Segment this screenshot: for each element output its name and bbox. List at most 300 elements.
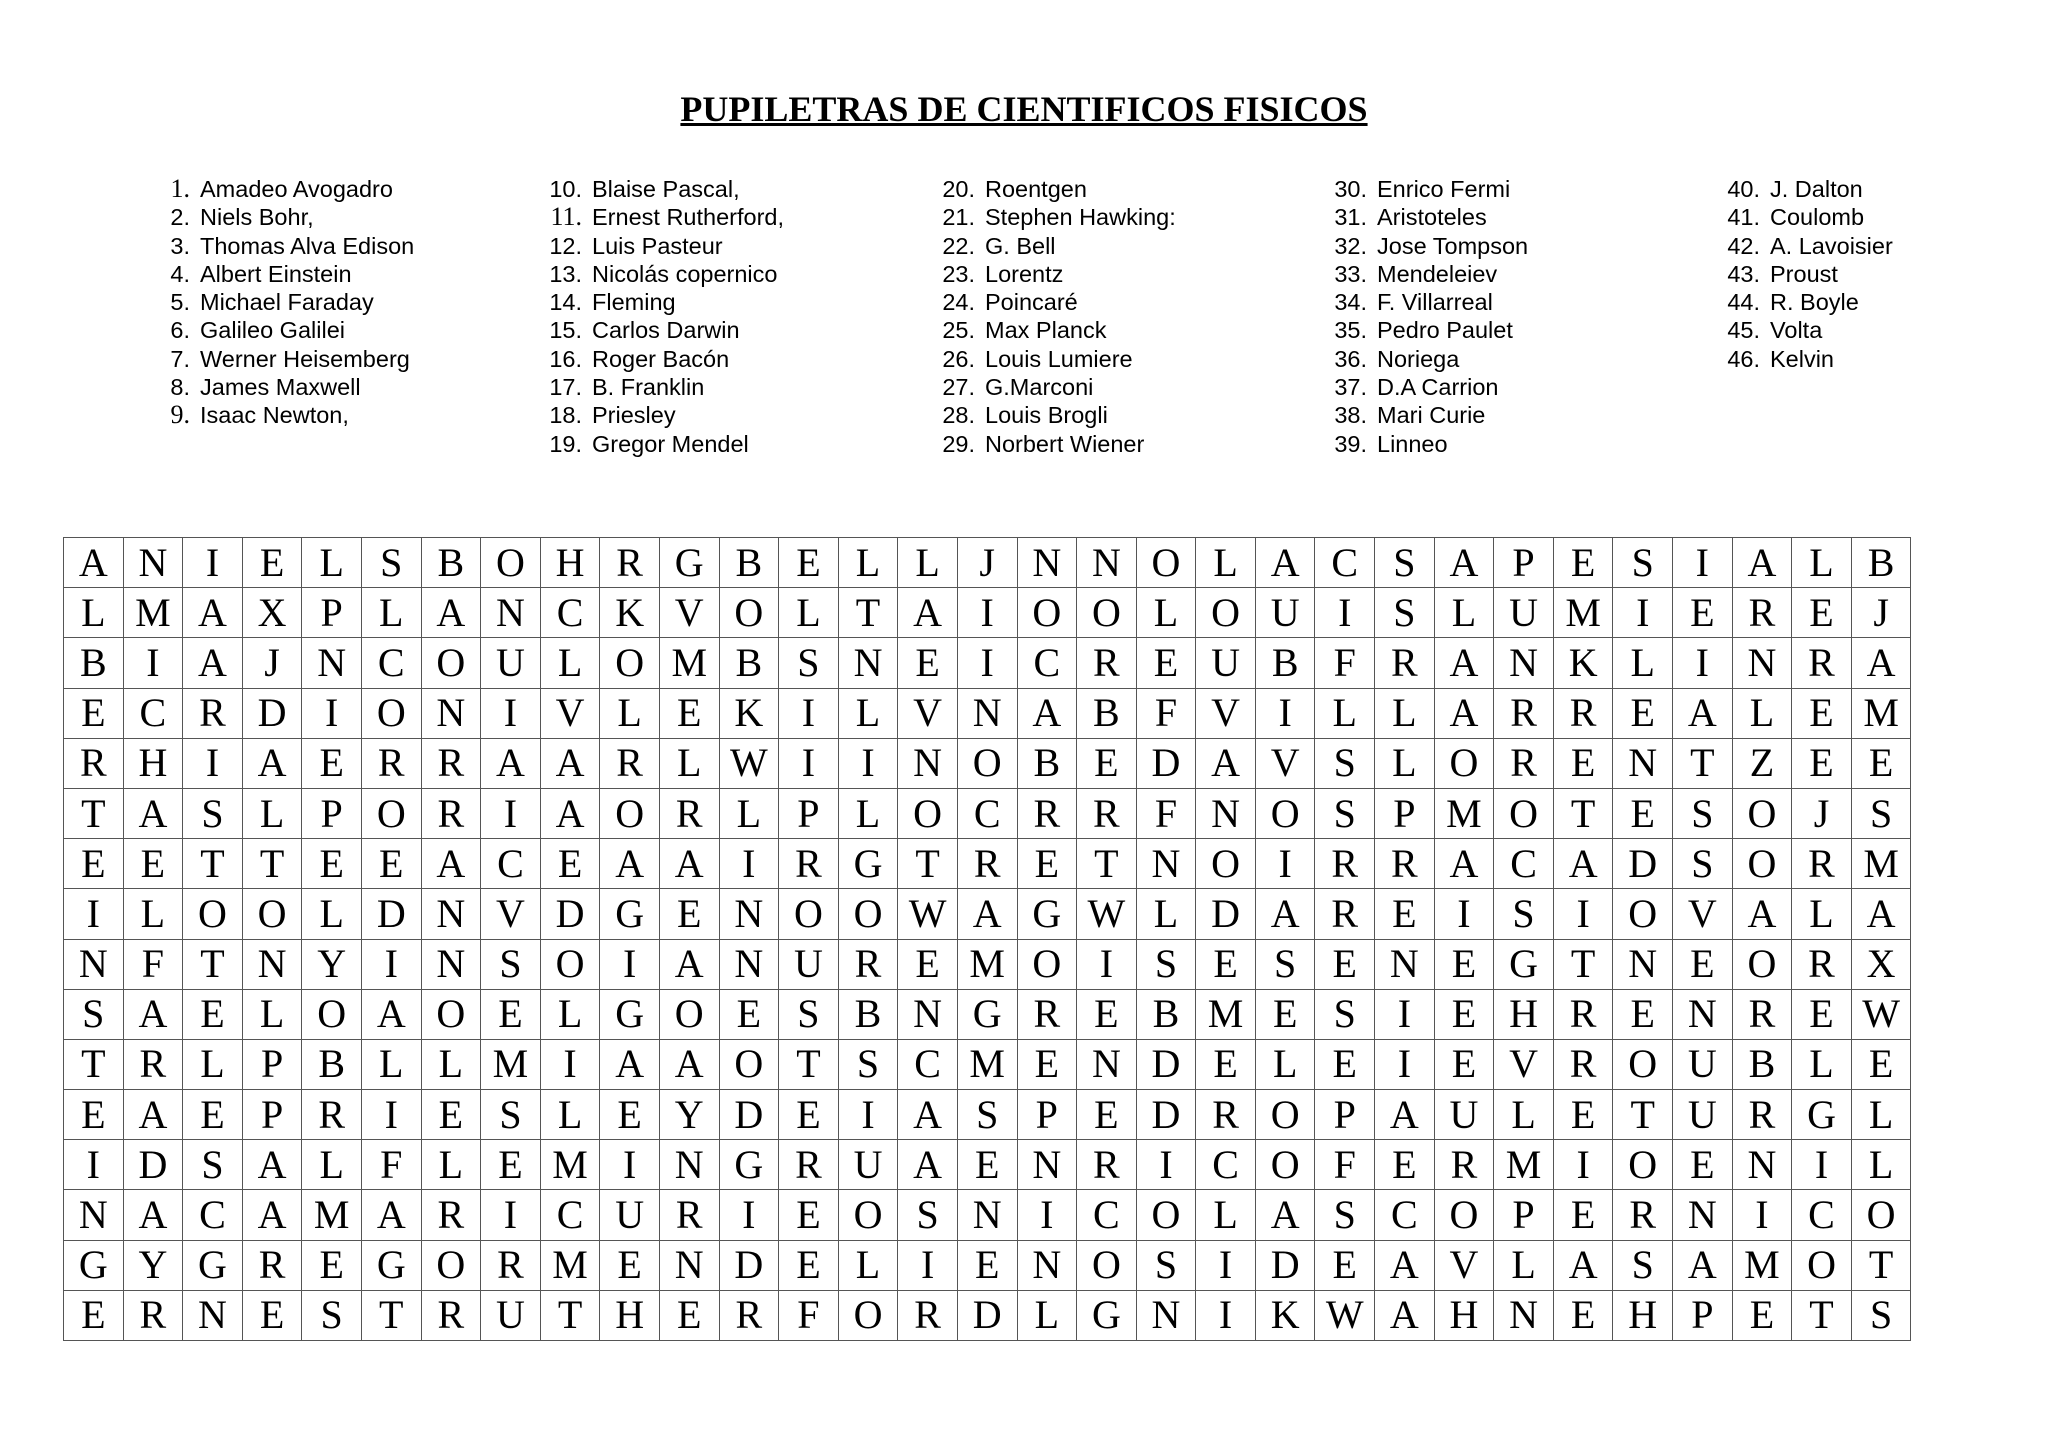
grid-cell[interactable]: L: [719, 788, 779, 838]
grid-cell[interactable]: R: [421, 738, 481, 788]
grid-cell[interactable]: O: [1077, 588, 1137, 638]
grid-cell[interactable]: N: [123, 538, 183, 588]
grid-cell[interactable]: E: [1851, 738, 1911, 788]
grid-cell[interactable]: A: [659, 1039, 719, 1089]
grid-cell[interactable]: L: [1851, 1140, 1911, 1190]
grid-cell[interactable]: R: [659, 788, 719, 838]
grid-cell[interactable]: E: [779, 1240, 839, 1290]
grid-cell[interactable]: A: [1196, 738, 1256, 788]
grid-cell[interactable]: E: [1315, 939, 1375, 989]
grid-cell[interactable]: E: [659, 688, 719, 738]
grid-cell[interactable]: E: [779, 538, 839, 588]
grid-cell[interactable]: C: [361, 638, 421, 688]
grid-cell[interactable]: U: [1434, 1090, 1494, 1140]
grid-cell[interactable]: L: [421, 1140, 481, 1190]
grid-cell[interactable]: N: [421, 939, 481, 989]
grid-cell[interactable]: G: [659, 538, 719, 588]
grid-cell[interactable]: K: [719, 688, 779, 738]
grid-cell[interactable]: M: [1434, 788, 1494, 838]
grid-cell[interactable]: Y: [659, 1090, 719, 1140]
grid-cell[interactable]: S: [1613, 1240, 1673, 1290]
grid-cell[interactable]: I: [957, 588, 1017, 638]
grid-cell[interactable]: S: [302, 1290, 362, 1340]
grid-cell[interactable]: P: [1315, 1090, 1375, 1140]
grid-cell[interactable]: E: [1077, 989, 1137, 1039]
grid-cell[interactable]: L: [838, 1240, 898, 1290]
grid-cell[interactable]: G: [1077, 1290, 1137, 1340]
grid-cell[interactable]: P: [1375, 788, 1435, 838]
grid-cell[interactable]: E: [64, 1090, 124, 1140]
grid-cell[interactable]: D: [1136, 1039, 1196, 1089]
grid-cell[interactable]: O: [481, 538, 541, 588]
grid-cell[interactable]: H: [540, 538, 600, 588]
grid-cell[interactable]: R: [123, 1290, 183, 1340]
grid-cell[interactable]: E: [1553, 738, 1613, 788]
grid-cell[interactable]: A: [1255, 1190, 1315, 1240]
grid-cell[interactable]: S: [481, 1090, 541, 1140]
grid-cell[interactable]: I: [1255, 839, 1315, 889]
grid-cell[interactable]: O: [1494, 788, 1554, 838]
grid-cell[interactable]: C: [957, 788, 1017, 838]
grid-cell[interactable]: O: [540, 939, 600, 989]
grid-cell[interactable]: D: [1136, 1090, 1196, 1140]
grid-cell[interactable]: O: [898, 788, 958, 838]
grid-cell[interactable]: R: [898, 1290, 958, 1340]
grid-cell[interactable]: O: [1196, 839, 1256, 889]
grid-cell[interactable]: O: [1434, 1190, 1494, 1240]
grid-cell[interactable]: L: [1494, 1090, 1554, 1140]
grid-cell[interactable]: O: [957, 738, 1017, 788]
grid-cell[interactable]: I: [1792, 1140, 1852, 1190]
grid-cell[interactable]: W: [1851, 989, 1911, 1039]
grid-cell[interactable]: L: [838, 688, 898, 738]
grid-cell[interactable]: L: [421, 1039, 481, 1089]
grid-cell[interactable]: L: [1017, 1290, 1077, 1340]
grid-cell[interactable]: O: [361, 688, 421, 738]
grid-cell[interactable]: D: [1255, 1240, 1315, 1290]
grid-cell[interactable]: A: [540, 738, 600, 788]
grid-cell[interactable]: A: [1673, 688, 1733, 738]
grid-cell[interactable]: R: [1494, 688, 1554, 738]
grid-cell[interactable]: R: [1375, 638, 1435, 688]
grid-cell[interactable]: P: [1494, 1190, 1554, 1240]
grid-cell[interactable]: A: [1017, 688, 1077, 738]
grid-cell[interactable]: C: [540, 1190, 600, 1240]
grid-cell[interactable]: M: [1196, 989, 1256, 1039]
grid-cell[interactable]: M: [123, 588, 183, 638]
grid-cell[interactable]: L: [659, 738, 719, 788]
grid-cell[interactable]: E: [1196, 939, 1256, 989]
grid-cell[interactable]: R: [838, 939, 898, 989]
grid-cell[interactable]: L: [242, 989, 302, 1039]
grid-cell[interactable]: I: [1077, 939, 1137, 989]
grid-cell[interactable]: A: [1255, 538, 1315, 588]
grid-cell[interactable]: L: [302, 1140, 362, 1190]
grid-cell[interactable]: E: [957, 1240, 1017, 1290]
grid-cell[interactable]: L: [242, 788, 302, 838]
grid-cell[interactable]: J: [1792, 788, 1852, 838]
grid-cell[interactable]: I: [898, 1240, 958, 1290]
grid-cell[interactable]: O: [1613, 1039, 1673, 1089]
grid-cell[interactable]: C: [1315, 538, 1375, 588]
grid-cell[interactable]: S: [1613, 538, 1673, 588]
grid-cell[interactable]: S: [1375, 538, 1435, 588]
grid-cell[interactable]: N: [421, 889, 481, 939]
grid-cell[interactable]: E: [1375, 1140, 1435, 1190]
grid-cell[interactable]: A: [64, 538, 124, 588]
grid-cell[interactable]: N: [64, 939, 124, 989]
grid-cell[interactable]: I: [481, 788, 541, 838]
grid-cell[interactable]: J: [957, 538, 1017, 588]
grid-cell[interactable]: I: [1196, 1290, 1256, 1340]
grid-cell[interactable]: O: [600, 788, 660, 838]
grid-cell[interactable]: U: [1673, 1039, 1733, 1089]
grid-cell[interactable]: E: [1553, 1190, 1613, 1240]
grid-cell[interactable]: O: [838, 1290, 898, 1340]
grid-cell[interactable]: O: [1732, 939, 1792, 989]
grid-cell[interactable]: L: [64, 588, 124, 638]
grid-cell[interactable]: E: [1553, 1090, 1613, 1140]
grid-cell[interactable]: E: [123, 839, 183, 889]
grid-cell[interactable]: N: [838, 638, 898, 688]
grid-cell[interactable]: O: [1017, 939, 1077, 989]
grid-cell[interactable]: B: [719, 538, 779, 588]
grid-cell[interactable]: I: [1315, 588, 1375, 638]
grid-cell[interactable]: G: [600, 889, 660, 939]
grid-cell[interactable]: Z: [1732, 738, 1792, 788]
grid-cell[interactable]: E: [1434, 989, 1494, 1039]
grid-cell[interactable]: A: [898, 588, 958, 638]
grid-cell[interactable]: H: [600, 1290, 660, 1340]
grid-cell[interactable]: N: [659, 1240, 719, 1290]
grid-cell[interactable]: A: [1851, 638, 1911, 688]
grid-cell[interactable]: Y: [302, 939, 362, 989]
grid-cell[interactable]: N: [1017, 538, 1077, 588]
grid-cell[interactable]: F: [1136, 788, 1196, 838]
grid-cell[interactable]: R: [1196, 1090, 1256, 1140]
grid-cell[interactable]: L: [183, 1039, 243, 1089]
grid-cell[interactable]: P: [302, 788, 362, 838]
grid-cell[interactable]: S: [64, 989, 124, 1039]
grid-cell[interactable]: N: [481, 588, 541, 638]
grid-cell[interactable]: R: [1553, 688, 1613, 738]
grid-cell[interactable]: I: [64, 1140, 124, 1190]
grid-cell[interactable]: V: [1255, 738, 1315, 788]
grid-cell[interactable]: E: [183, 1090, 243, 1140]
grid-cell[interactable]: E: [64, 1290, 124, 1340]
grid-cell[interactable]: O: [1136, 1190, 1196, 1240]
grid-cell[interactable]: I: [1613, 588, 1673, 638]
grid-cell[interactable]: I: [1732, 1190, 1792, 1240]
grid-cell[interactable]: L: [1315, 688, 1375, 738]
grid-cell[interactable]: O: [1792, 1240, 1852, 1290]
grid-cell[interactable]: R: [421, 788, 481, 838]
grid-cell[interactable]: R: [1375, 839, 1435, 889]
grid-cell[interactable]: A: [242, 738, 302, 788]
grid-cell[interactable]: O: [838, 1190, 898, 1240]
grid-cell[interactable]: A: [123, 1190, 183, 1240]
grid-cell[interactable]: L: [540, 1090, 600, 1140]
grid-cell[interactable]: U: [1494, 588, 1554, 638]
grid-cell[interactable]: N: [719, 889, 779, 939]
grid-cell[interactable]: U: [779, 939, 839, 989]
grid-cell[interactable]: I: [1375, 989, 1435, 1039]
grid-cell[interactable]: O: [1851, 1190, 1911, 1240]
grid-cell[interactable]: I: [1196, 1240, 1256, 1290]
grid-cell[interactable]: S: [1315, 989, 1375, 1039]
grid-cell[interactable]: A: [242, 1190, 302, 1240]
grid-cell[interactable]: X: [1851, 939, 1911, 989]
grid-cell[interactable]: I: [1017, 1190, 1077, 1240]
grid-cell[interactable]: N: [1613, 939, 1673, 989]
grid-cell[interactable]: R: [1077, 788, 1137, 838]
grid-cell[interactable]: R: [361, 738, 421, 788]
grid-cell[interactable]: N: [957, 1190, 1017, 1240]
grid-cell[interactable]: E: [1196, 1039, 1256, 1089]
grid-cell[interactable]: T: [361, 1290, 421, 1340]
grid-cell[interactable]: E: [1613, 989, 1673, 1039]
grid-cell[interactable]: R: [719, 1290, 779, 1340]
grid-cell[interactable]: G: [957, 989, 1017, 1039]
grid-cell[interactable]: O: [659, 989, 719, 1039]
grid-cell[interactable]: L: [1136, 889, 1196, 939]
grid-cell[interactable]: N: [1732, 1140, 1792, 1190]
grid-cell[interactable]: A: [1375, 1290, 1435, 1340]
grid-cell[interactable]: E: [1792, 738, 1852, 788]
grid-cell[interactable]: S: [1255, 939, 1315, 989]
grid-cell[interactable]: N: [1017, 1240, 1077, 1290]
grid-cell[interactable]: L: [361, 588, 421, 638]
grid-cell[interactable]: A: [1434, 839, 1494, 889]
grid-cell[interactable]: V: [898, 688, 958, 738]
grid-cell[interactable]: I: [1375, 1039, 1435, 1089]
grid-cell[interactable]: L: [1255, 1039, 1315, 1089]
grid-cell[interactable]: B: [1255, 638, 1315, 688]
grid-cell[interactable]: M: [1732, 1240, 1792, 1290]
grid-cell[interactable]: R: [481, 1240, 541, 1290]
grid-cell[interactable]: R: [1732, 1090, 1792, 1140]
grid-cell[interactable]: G: [719, 1140, 779, 1190]
grid-cell[interactable]: R: [1792, 638, 1852, 688]
grid-cell[interactable]: D: [242, 688, 302, 738]
grid-cell[interactable]: T: [1553, 939, 1613, 989]
grid-cell[interactable]: E: [1553, 538, 1613, 588]
grid-cell[interactable]: A: [123, 788, 183, 838]
grid-cell[interactable]: S: [779, 989, 839, 1039]
grid-cell[interactable]: O: [183, 889, 243, 939]
grid-cell[interactable]: R: [1553, 1039, 1613, 1089]
grid-cell[interactable]: N: [1017, 1140, 1077, 1190]
grid-cell[interactable]: I: [1673, 538, 1733, 588]
grid-cell[interactable]: E: [302, 738, 362, 788]
grid-cell[interactable]: L: [123, 889, 183, 939]
grid-cell[interactable]: R: [1553, 989, 1613, 1039]
grid-cell[interactable]: U: [481, 1290, 541, 1340]
grid-cell[interactable]: C: [1077, 1190, 1137, 1240]
grid-cell[interactable]: E: [779, 1190, 839, 1240]
grid-cell[interactable]: A: [1434, 688, 1494, 738]
grid-cell[interactable]: C: [1196, 1140, 1256, 1190]
grid-cell[interactable]: N: [1494, 1290, 1554, 1340]
grid-cell[interactable]: E: [600, 1240, 660, 1290]
grid-cell[interactable]: I: [123, 638, 183, 688]
grid-cell[interactable]: R: [1494, 738, 1554, 788]
grid-cell[interactable]: M: [957, 1039, 1017, 1089]
grid-cell[interactable]: P: [1494, 538, 1554, 588]
grid-cell[interactable]: T: [1851, 1240, 1911, 1290]
grid-cell[interactable]: L: [540, 989, 600, 1039]
grid-cell[interactable]: F: [779, 1290, 839, 1340]
grid-cell[interactable]: P: [1673, 1290, 1733, 1340]
grid-cell[interactable]: A: [1255, 889, 1315, 939]
grid-cell[interactable]: A: [1375, 1240, 1435, 1290]
grid-cell[interactable]: A: [123, 989, 183, 1039]
grid-cell[interactable]: G: [1494, 939, 1554, 989]
grid-cell[interactable]: N: [1494, 638, 1554, 688]
grid-cell[interactable]: E: [1434, 1039, 1494, 1089]
grid-cell[interactable]: H: [1613, 1290, 1673, 1340]
grid-cell[interactable]: L: [1375, 738, 1435, 788]
grid-cell[interactable]: O: [361, 788, 421, 838]
grid-cell[interactable]: R: [183, 688, 243, 738]
grid-cell[interactable]: S: [361, 538, 421, 588]
grid-cell[interactable]: R: [1732, 588, 1792, 638]
grid-cell[interactable]: N: [1196, 788, 1256, 838]
grid-cell[interactable]: A: [1673, 1240, 1733, 1290]
grid-cell[interactable]: O: [1732, 839, 1792, 889]
grid-cell[interactable]: R: [1792, 939, 1852, 989]
grid-cell[interactable]: U: [1673, 1090, 1733, 1140]
grid-cell[interactable]: A: [540, 788, 600, 838]
grid-cell[interactable]: S: [481, 939, 541, 989]
grid-cell[interactable]: L: [302, 538, 362, 588]
grid-cell[interactable]: R: [1077, 638, 1137, 688]
grid-cell[interactable]: I: [64, 889, 124, 939]
grid-cell[interactable]: P: [242, 1090, 302, 1140]
grid-cell[interactable]: E: [1792, 588, 1852, 638]
grid-cell[interactable]: D: [957, 1290, 1017, 1340]
grid-cell[interactable]: S: [183, 788, 243, 838]
grid-cell[interactable]: E: [1851, 1039, 1911, 1089]
grid-cell[interactable]: C: [1017, 638, 1077, 688]
grid-cell[interactable]: N: [1673, 989, 1733, 1039]
grid-cell[interactable]: T: [1077, 839, 1137, 889]
grid-cell[interactable]: O: [1077, 1240, 1137, 1290]
grid-cell[interactable]: L: [1375, 688, 1435, 738]
grid-cell[interactable]: A: [242, 1140, 302, 1190]
grid-cell[interactable]: E: [302, 839, 362, 889]
grid-cell[interactable]: E: [1673, 588, 1733, 638]
grid-cell[interactable]: A: [1375, 1090, 1435, 1140]
grid-cell[interactable]: L: [1851, 1090, 1911, 1140]
grid-cell[interactable]: N: [1136, 839, 1196, 889]
grid-cell[interactable]: I: [779, 688, 839, 738]
grid-cell[interactable]: A: [1434, 638, 1494, 688]
grid-cell[interactable]: A: [659, 839, 719, 889]
grid-cell[interactable]: M: [1494, 1140, 1554, 1190]
grid-cell[interactable]: I: [1553, 1140, 1613, 1190]
grid-cell[interactable]: B: [1136, 989, 1196, 1039]
grid-cell[interactable]: T: [1553, 788, 1613, 838]
grid-cell[interactable]: W: [898, 889, 958, 939]
grid-cell[interactable]: I: [600, 939, 660, 989]
grid-cell[interactable]: L: [600, 688, 660, 738]
grid-cell[interactable]: T: [183, 839, 243, 889]
grid-cell[interactable]: I: [540, 1039, 600, 1089]
grid-cell[interactable]: S: [1375, 588, 1435, 638]
grid-cell[interactable]: R: [64, 738, 124, 788]
grid-cell[interactable]: N: [898, 738, 958, 788]
grid-cell[interactable]: C: [123, 688, 183, 738]
grid-cell[interactable]: N: [302, 638, 362, 688]
grid-cell[interactable]: T: [64, 788, 124, 838]
grid-cell[interactable]: S: [1494, 889, 1554, 939]
grid-cell[interactable]: T: [242, 839, 302, 889]
grid-cell[interactable]: S: [1851, 1290, 1911, 1340]
grid-cell[interactable]: R: [659, 1190, 719, 1240]
grid-cell[interactable]: S: [183, 1140, 243, 1190]
grid-cell[interactable]: F: [1315, 1140, 1375, 1190]
grid-cell[interactable]: F: [123, 939, 183, 989]
grid-cell[interactable]: K: [600, 588, 660, 638]
grid-cell[interactable]: G: [600, 989, 660, 1039]
grid-cell[interactable]: G: [183, 1240, 243, 1290]
grid-cell[interactable]: T: [64, 1039, 124, 1089]
grid-cell[interactable]: M: [1851, 688, 1911, 738]
grid-cell[interactable]: N: [1077, 1039, 1137, 1089]
grid-cell[interactable]: R: [1315, 889, 1375, 939]
grid-cell[interactable]: E: [1077, 738, 1137, 788]
grid-cell[interactable]: I: [361, 939, 421, 989]
grid-cell[interactable]: S: [1315, 788, 1375, 838]
grid-cell[interactable]: N: [64, 1190, 124, 1240]
grid-cell[interactable]: U: [481, 638, 541, 688]
grid-cell[interactable]: N: [719, 939, 779, 989]
grid-cell[interactable]: L: [1792, 1039, 1852, 1089]
grid-cell[interactable]: F: [1315, 638, 1375, 688]
grid-cell[interactable]: B: [1732, 1039, 1792, 1089]
grid-cell[interactable]: V: [659, 588, 719, 638]
grid-cell[interactable]: I: [600, 1140, 660, 1190]
grid-cell[interactable]: N: [1613, 738, 1673, 788]
grid-cell[interactable]: E: [242, 538, 302, 588]
grid-cell[interactable]: R: [1017, 989, 1077, 1039]
grid-cell[interactable]: C: [1375, 1190, 1435, 1240]
grid-cell[interactable]: D: [123, 1140, 183, 1190]
grid-cell[interactable]: L: [1792, 538, 1852, 588]
grid-cell[interactable]: K: [1255, 1290, 1315, 1340]
grid-cell[interactable]: R: [779, 839, 839, 889]
grid-cell[interactable]: E: [1613, 788, 1673, 838]
grid-cell[interactable]: J: [242, 638, 302, 688]
grid-cell[interactable]: D: [540, 889, 600, 939]
grid-cell[interactable]: B: [64, 638, 124, 688]
grid-cell[interactable]: M: [540, 1240, 600, 1290]
grid-cell[interactable]: I: [361, 1090, 421, 1140]
grid-cell[interactable]: L: [838, 538, 898, 588]
grid-cell[interactable]: A: [1851, 889, 1911, 939]
grid-cell[interactable]: M: [659, 638, 719, 688]
grid-cell[interactable]: E: [421, 1090, 481, 1140]
grid-cell[interactable]: E: [481, 989, 541, 1039]
grid-cell[interactable]: R: [421, 1290, 481, 1340]
grid-cell[interactable]: D: [1613, 839, 1673, 889]
grid-cell[interactable]: U: [1255, 588, 1315, 638]
grid-cell[interactable]: A: [481, 738, 541, 788]
grid-cell[interactable]: H: [1434, 1290, 1494, 1340]
grid-cell[interactable]: R: [123, 1039, 183, 1089]
grid-cell[interactable]: L: [898, 538, 958, 588]
